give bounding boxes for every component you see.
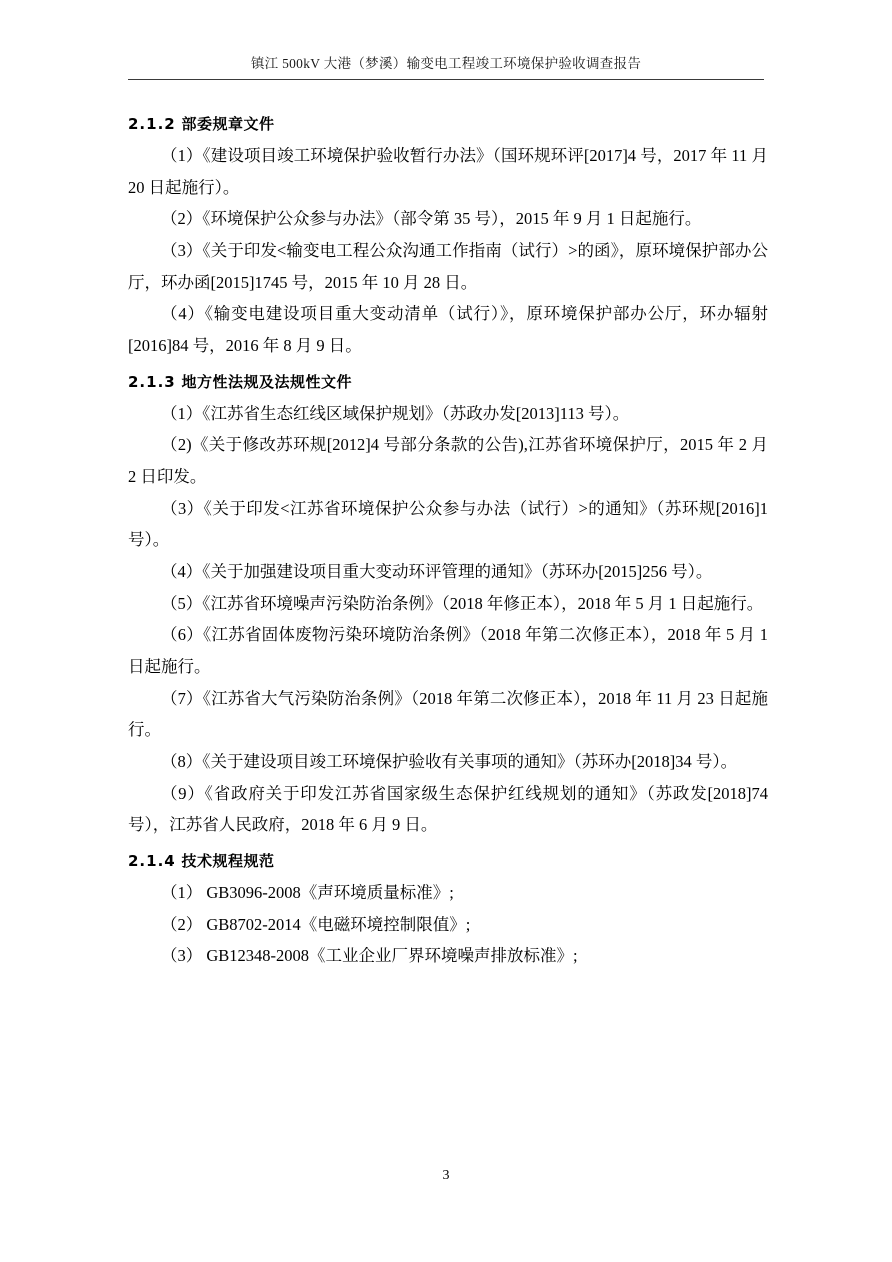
paragraph: （9）《省政府关于印发江苏省国家级生态保护红线规划的通知》（苏政发[2018]74 号），江苏省人民政府，2018 年 6 月 9 日。: [128, 783, 768, 835]
paragraph: （7）《江苏省大气污染防治条例》（2018 年第二次修正本），2018 年 11 月 23 日起施行。: [128, 688, 768, 740]
page-header: 镇江 500kV 大港（梦溪）输变电工程竣工环境保护验收调查报告: [128, 52, 764, 80]
paragraph: （2)《关于修改苏环规[2012]4 号部分条款的公告),江苏省环境保护厅，2015 年 2 月 2 日印发。: [128, 435, 768, 487]
section-title: 技术规程规范: [181, 852, 275, 871]
page-number: 3: [442, 1168, 450, 1183]
paragraph: （6）《江苏省固体废物污染环境防治条例》（2018 年第二次修正本），2018 年 5 月 1 日起施行。: [128, 625, 769, 677]
paragraph: （3） GB12348-2008《工业企业厂界环境噪声排放标准》;: [161, 946, 578, 966]
paragraph: （8）《关于建设项目竣工环境保护验收有关事项的通知》（苏环办[2018]34 号）。: [161, 752, 738, 772]
paragraph: （4）《关于加强建设项目重大变动环评管理的通知》（苏环办[2015]256 号）。: [161, 562, 713, 582]
paragraph: （3）《关于印发<江苏省环境保护公众参与办法（试行）>的通知》（苏环规[2016]1 号）。: [128, 498, 768, 550]
document-body: [128, 104, 768, 972]
section-title: 地方性法规及法规性文件: [181, 372, 352, 391]
paragraph: （1） GB3096-2008《声环境质量标准》;: [161, 883, 454, 903]
paragraph: （2）《环境保护公众参与办法》（部令第 35 号），2015 年 9 月 1 日起施行。: [161, 209, 702, 229]
paragraph: （2） GB8702-2014《电磁环境控制限值》;: [161, 914, 471, 934]
section-heading-2-1-3: [128, 371, 768, 392]
section-title: 部委规章文件: [181, 115, 275, 133]
section-heading-2-1-4: [128, 850, 768, 871]
paragraph: （5）《江苏省环境噪声污染防治条例》（2018 年修正本），2018 年 5 月 1 日起施行。: [161, 593, 764, 613]
paragraph: （1）《江苏省生态红线区域保护规划》（苏政办发[2013]113 号）。: [161, 403, 630, 423]
paragraph: （1）《建设项目竣工环境保护验收暂行办法》（国环规环评[2017]4 号，2017 年 11 月 20 日起施行）。: [128, 146, 768, 197]
section-number: 2.1.2: [128, 115, 176, 133]
section-number: 2.1.3: [128, 372, 176, 391]
paragraph: （4）《输变电建设项目重大变动清单（试行）》，原环境保护部办公厅，环办辐射[2016]84 号，2016 年 8 月 9 日。: [128, 304, 768, 356]
section-heading-2-1-2: [128, 113, 768, 134]
section-number: 2.1.4: [128, 852, 176, 871]
paragraph: （3）《关于印发<输变电工程公众沟通工作指南（试行）>的函》，原环境保护部办公厅，环办函[2015]1745 号，2015 年 10 月 28 日。: [128, 241, 768, 292]
